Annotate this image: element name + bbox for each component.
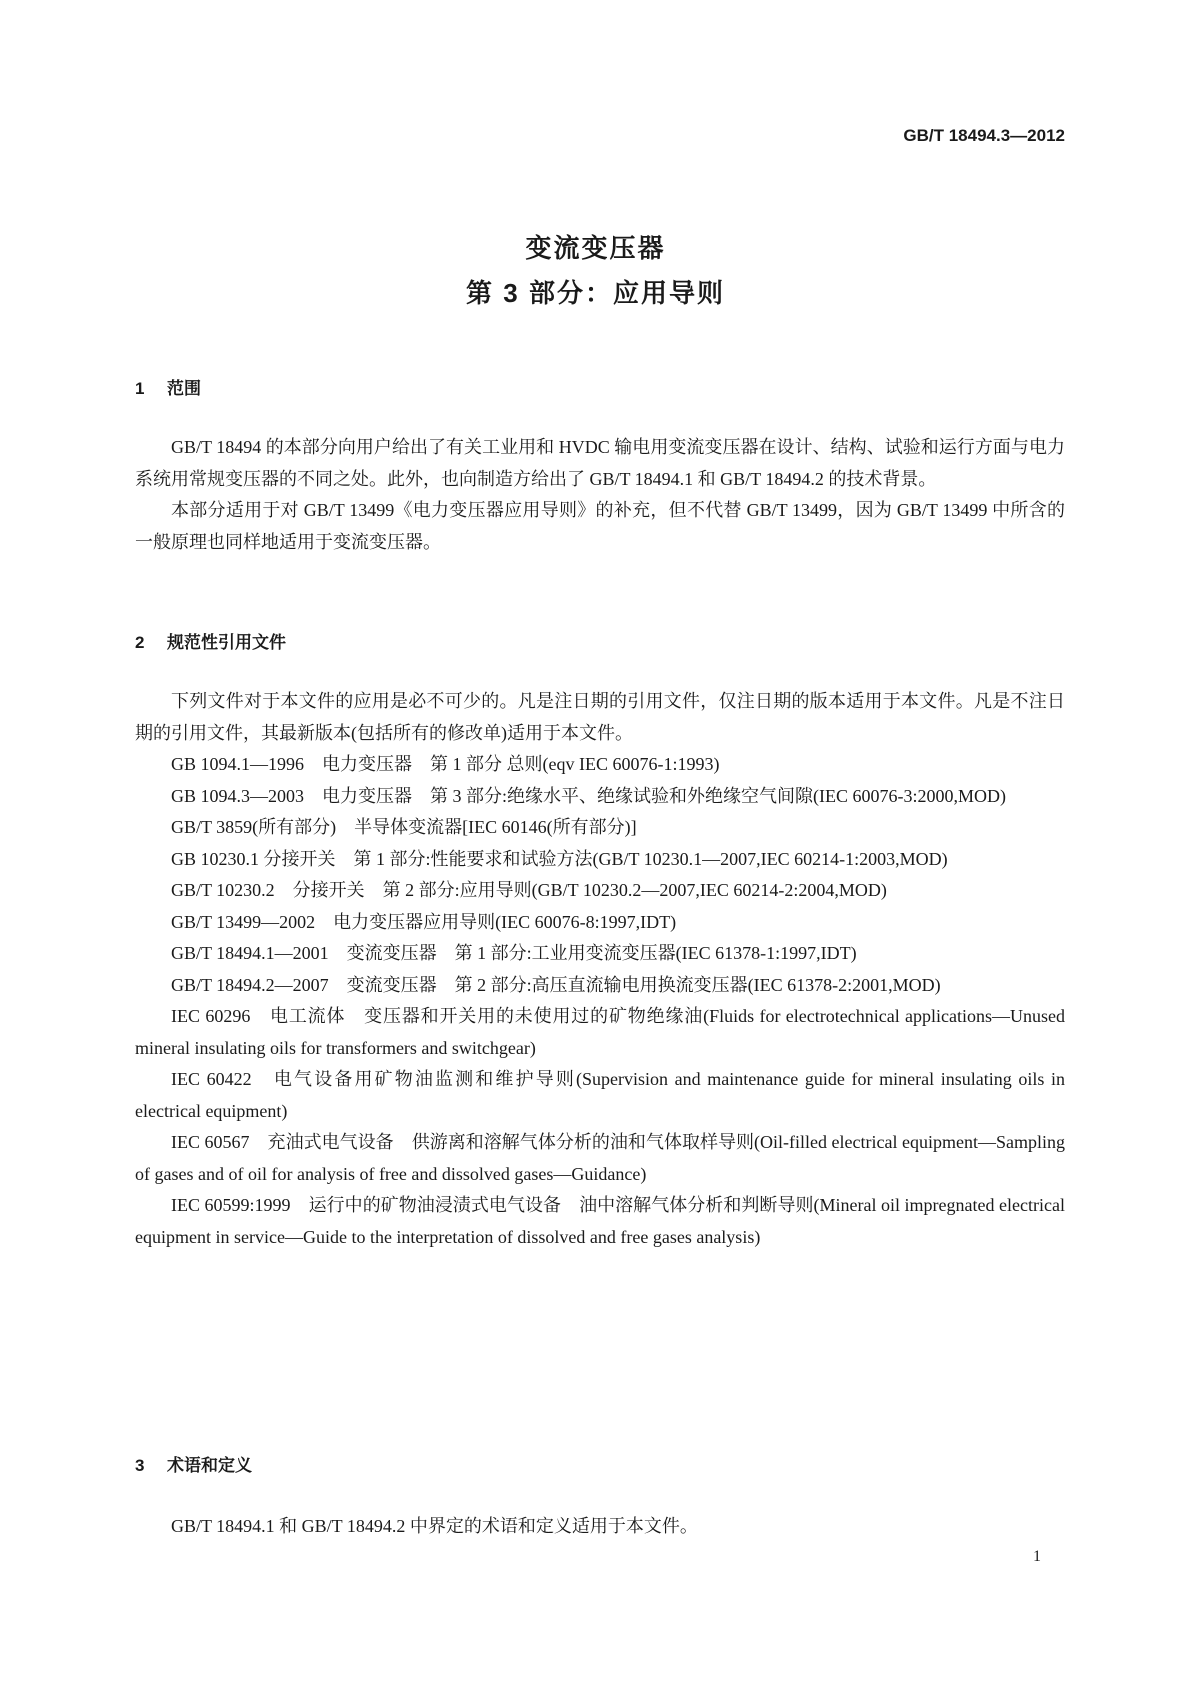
reference-item: IEC 60567 充油式电气设备 供游离和溶解气体分析的油和气体取样导则(Oil-filled electrical equipment—Sampling of gases and of oil for analysis of free and dissolved gases—Guidance) [135, 1132, 1065, 1184]
title-line-2: 第 3 部分：应用导则 [466, 278, 725, 308]
section-3-heading [135, 1451, 252, 1476]
section-1-heading [135, 374, 201, 399]
reference-item: GB 1094.3—2003 电力变压器 第 3 部分:绝缘水平、绝缘试验和外绝缘空气间隙(IEC 60076-3:2000,MOD) [171, 785, 1006, 806]
paragraph: 本部分适用于对 GB/T 13499《电力变压器应用导则》的补充，但不代替 GB/T 13499，因为 GB/T 13499 中所含的一般原理也同样地适用于变流变压器。 [135, 500, 1065, 552]
reference-item: IEC 60296 电工流体 变压器和开关用的未使用过的矿物绝缘油(Fluids for electrotechnical applications—Unused mineral insulating oils for transformers and switchgear) [135, 1006, 1065, 1058]
section-title: 范围 [167, 379, 201, 398]
reference-item: GB/T 13499—2002 电力变压器应用导则(IEC 60076-8:1997,IDT) [171, 911, 677, 932]
reference-item: GB/T 3859(所有部分) 半导体变流器[IEC 60146(所有部分)] [171, 817, 637, 837]
reference-item: GB 10230.1 分接开关 第 1 部分:性能要求和试验方法(GB/T 10230.1—2007,IEC 60214-1:2003,MOD) [171, 848, 948, 869]
reference-item: GB/T 10230.2 分接开关 第 2 部分:应用导则(GB/T 10230.2—2007,IEC 60214-2:2004,MOD) [171, 880, 887, 900]
reference-item: IEC 60599:1999 运行中的矿物油浸渍式电气设备 油中溶解气体分析和判断导则(Mineral oil impregnated electrical equipment in service—Guide to the interpretation of dissolved and free gases analysis) [135, 1195, 1065, 1247]
title-line-1: 变流变压器 [525, 233, 666, 263]
reference-item: IEC 60422 电气设备用矿物油监测和维护导则(Supervision and maintenance guide for mineral insulating oils in electrical equipment) [135, 1069, 1065, 1121]
section-number: 3 [135, 1456, 145, 1475]
reference-item: GB 1094.1—1996 电力变压器 第 1 部分 总则(eqv IEC 60076-1:1993) [171, 754, 720, 774]
section-2-body [135, 686, 1065, 1253]
section-2-heading [135, 628, 286, 653]
section-number: 2 [135, 633, 145, 652]
page-number: 1 [1033, 1548, 1041, 1565]
section-number: 1 [135, 379, 145, 398]
paragraph: GB/T 18494 的本部分向用户给出了有关工业用和 HVDC 输电用变流变压器在设计、结构、试验和运行方面与电力系统用常规变压器的不同之处。此外，也向制造方给出了 GB/T 18494.1 和 GB/T 18494.2 的技术背景。 [135, 437, 1065, 489]
section-1-body [135, 432, 1065, 558]
paragraph: GB/T 18494.1 和 GB/T 18494.2 中界定的术语和定义适用于本文件。 [171, 1516, 698, 1536]
document-number-header: GB/T 18494.3—2012 [903, 126, 1065, 145]
section-3-body [135, 1511, 1065, 1543]
reference-item: GB/T 18494.1—2001 变流变压器 第 1 部分:工业用变流变压器(IEC 61378-1:1997,IDT) [171, 943, 857, 963]
reference-item: GB/T 18494.2—2007 变流变压器 第 2 部分:高压直流输电用换流变压器(IEC 61378-2:2001,MOD) [171, 974, 941, 995]
paragraph: 下列文件对于本文件的应用是必不可少的。凡是注日期的引用文件，仅注日期的版本适用于本文件。凡是不注日期的引用文件，其最新版本(包括所有的修改单)适用于本文件。 [135, 691, 1065, 743]
section-title: 术语和定义 [167, 1456, 252, 1475]
section-title: 规范性引用文件 [167, 633, 286, 652]
